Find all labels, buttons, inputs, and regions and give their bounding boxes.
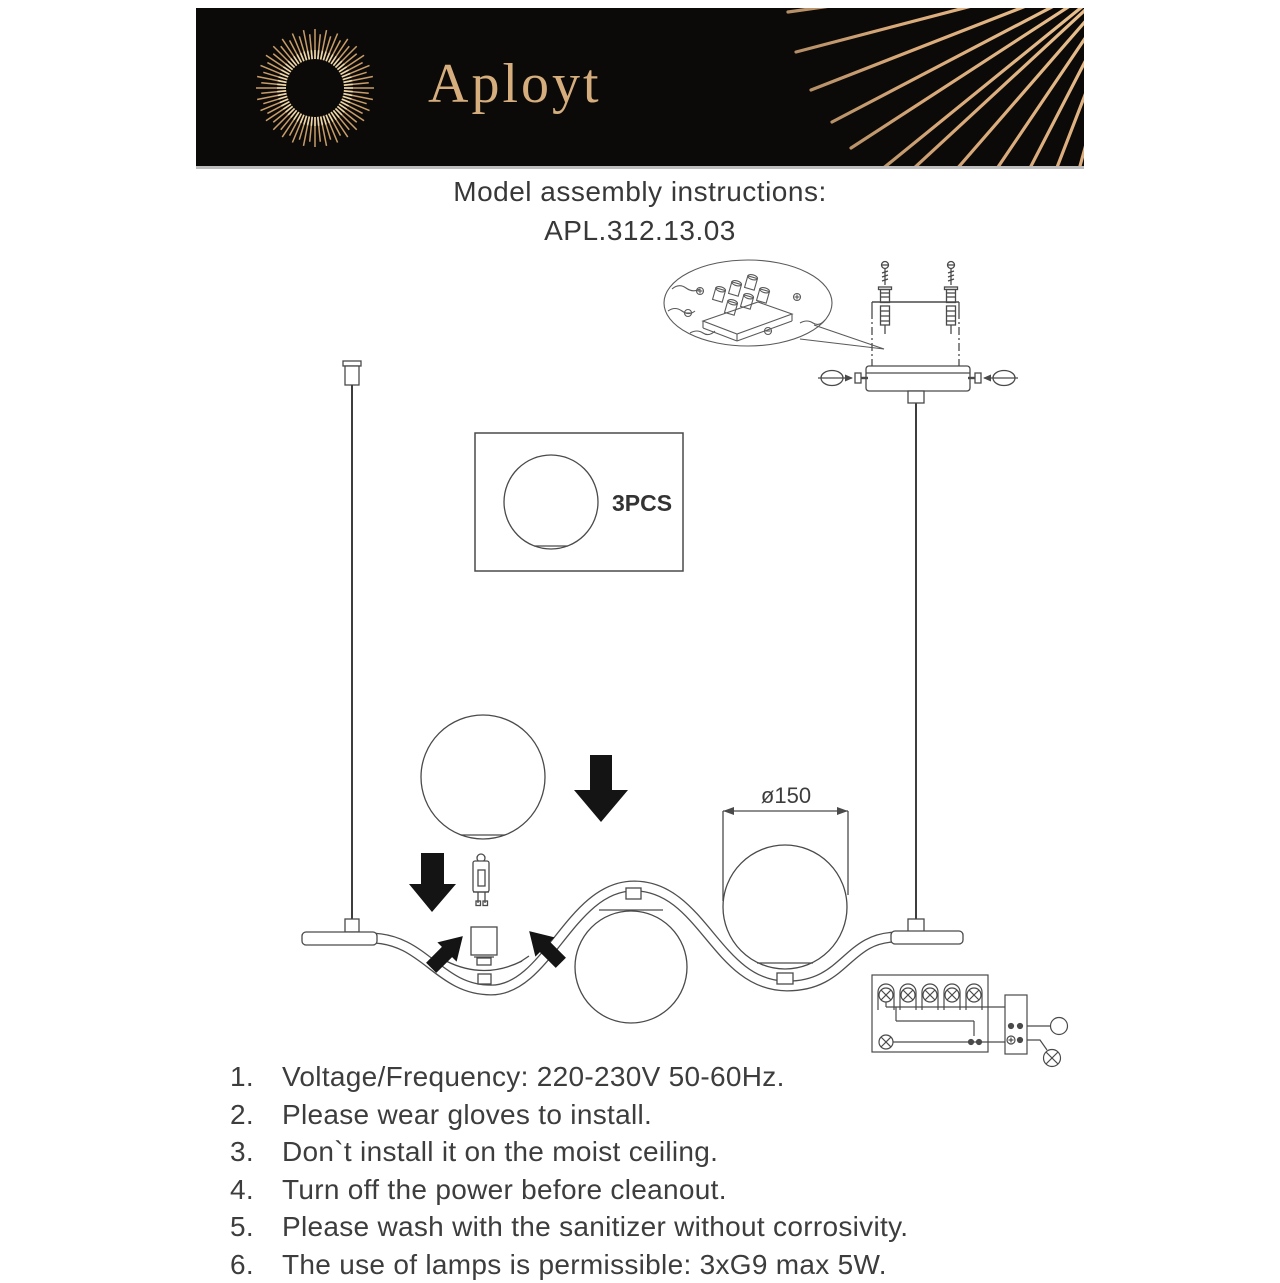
item-number: 2. <box>230 1096 282 1134</box>
diameter-label: ø150 <box>761 783 811 808</box>
terminal-symbol <box>966 984 982 1010</box>
down-arrow-icon <box>574 755 628 822</box>
list-item <box>230 1208 908 1246</box>
driven-screw-icon <box>881 306 890 334</box>
page-title: Model assembly instructions: <box>0 176 1280 208</box>
g9-bulb-icon <box>473 854 489 906</box>
sunburst-logo-icon <box>256 29 374 147</box>
parts-count-box <box>475 433 683 571</box>
model-number: APL.312.13.03 <box>0 215 1280 247</box>
item-text: Voltage/Frequency: 220-230V 50-60Hz. <box>282 1058 785 1096</box>
driven-screw-icon <box>947 306 956 334</box>
item-number: 4. <box>230 1171 282 1209</box>
parts-count-label: 3PCS <box>612 490 672 516</box>
corner-rays-icon <box>788 8 1084 166</box>
title-block <box>0 176 1280 247</box>
down-arrow-icon <box>409 853 456 912</box>
spare-globe <box>421 715 545 839</box>
brand-banner <box>196 8 1084 169</box>
item-text: The use of lamps is permissible: 3xG9 max 5W. <box>282 1246 887 1283</box>
item-number: 6. <box>230 1246 282 1283</box>
wiring-diagram <box>872 975 1068 1067</box>
screw-head-icon <box>765 328 772 335</box>
terminal-symbol <box>944 984 960 1010</box>
screw-anchor-icon <box>879 262 892 303</box>
list-item <box>230 1246 908 1283</box>
terminal-block-sketch <box>668 274 825 341</box>
item-number: 3. <box>230 1133 282 1171</box>
list-item <box>230 1133 908 1171</box>
terminal-symbol <box>922 984 938 1010</box>
set-screw-rotate-right <box>968 371 1018 386</box>
instructions-list <box>230 1058 908 1283</box>
assembly-diagram <box>0 245 1280 1075</box>
item-text: Don`t install it on the moist ceiling. <box>282 1133 718 1171</box>
terminal-symbol <box>879 1035 893 1049</box>
screw-head-icon <box>794 294 801 301</box>
list-item <box>230 1171 908 1209</box>
item-number: 5. <box>230 1208 282 1246</box>
terminal-block-callout <box>664 260 884 349</box>
right-pendant-rod <box>891 403 963 944</box>
set-screw-rotate-left <box>818 371 868 386</box>
item-number: 1. <box>230 1058 282 1096</box>
screw-anchor-icon <box>945 262 958 303</box>
left-pendant-rod <box>302 361 377 945</box>
terminal-symbol <box>900 984 916 1010</box>
list-item <box>230 1058 908 1096</box>
ceiling-mount <box>818 262 1018 404</box>
item-text: Please wear gloves to install. <box>282 1096 652 1134</box>
screw-head-icon <box>697 288 704 295</box>
brand-name: Aployt <box>428 52 758 116</box>
item-text: Please wash with the sanitizer without corrosivity. <box>282 1208 908 1246</box>
list-item <box>230 1096 908 1134</box>
item-text: Turn off the power before cleanout. <box>282 1171 727 1209</box>
